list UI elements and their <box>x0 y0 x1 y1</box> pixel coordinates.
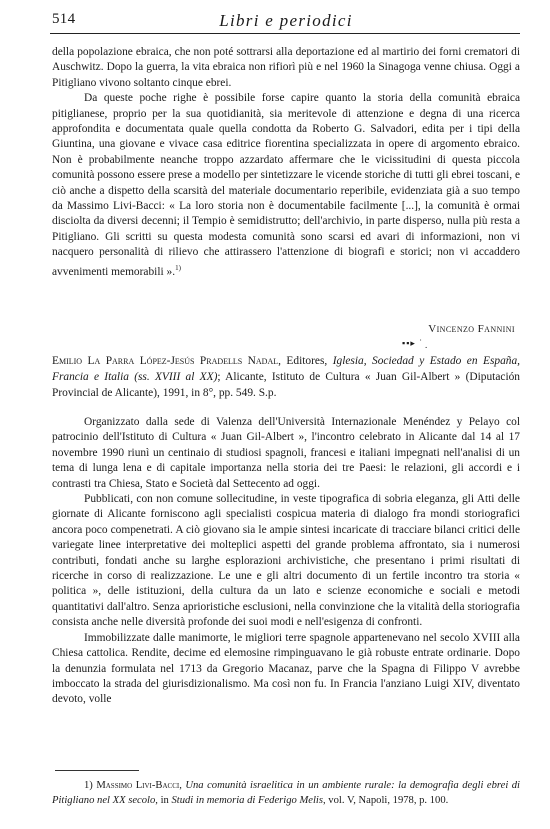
paragraph-text: Da queste poche righe è possibile forse capire quanto la storia della comunità ebraica pitiglianese, proprio per la sua quotidianità, sia meritevole di attenzione e degna di una ricerca approfondita e documentata quale quella condotta da Roberto G. Salvadori, edita per i tipi della Giuntina, una giovane e vivace casa editrice fiorentina specializzata in opere di argomento ebraico. Non è probabilmente neanche troppo azzardato affermare che le vicissitudini di questa piccola comunità possono essere prese a modello per sintetizzare le vicende storiche di tutti gli ebrei toscani, e ciò anche a dispetto della scarsità del materiale documentario reperibile, evidenziata già a suo tempo da Massimo Livi-Bacci: « La loro storia non è documentabile facilmente [...], la comunità è ormai disciolta da diversi decenni; il Tempio è semidistrutto; dell'archivio, in parte disperso, nulla più resta a Pitigliano. Gli scritti su questa modesta comunità sono scarsi ed avari di informazioni, non vi nacquero personalità di rilievo che attirassero l'attenzione di biografi e storici; non vi accaddero avvenimenti memorabili ». <box>52 92 520 278</box>
footnote-ref: 1) <box>175 263 181 272</box>
review-heading <box>52 353 520 401</box>
footnote-in: , in <box>155 795 172 806</box>
review-authors: Emilio La Parra López-Jesús Pradells Nadal <box>52 355 279 367</box>
footnote <box>52 778 520 808</box>
book-title: Iglesia, Sociedad y Estado en España, Francia e Italia (ss. XVIII al XX) <box>52 355 521 383</box>
paragraph <box>52 91 520 280</box>
footnote-title: Una comunità israelitica in un ambiente rurale: la demografia degli ebrei di Pitigliano nel XX secolo <box>52 780 521 806</box>
editors-label: , Editores, <box>278 355 333 367</box>
paragraph: Organizzato dalla sede di Valenza dell'Università Internazionale Menéndez y Pelayo col patrocinio dell'Istituto di Cultura « Juan Gil-Albert », l'incontro celebrato in Alicante dal 14 al 17 novembre 1990 riunì un centinaio di studiosi spagnoli, francesi e italiani impegnati nell'analisi di un tema di lunga lena e di capitale importanza nella storia dei tre Paesi: le relazioni, gli accordi e i contrasti tra Chiesa, Stato e Società dal Settecento ad oggi. <box>52 416 520 490</box>
review-body <box>52 415 520 708</box>
paragraph: Immobilizzate dalle manimorte, le migliori terre spagnole appartenevano nel secolo XVIII alla Chiesa cattolica. Rendite, decime ed elemosine rimpinguavano le già robuste entrate ordinarie. Dopo la denunzia formulata nel 1713 da Gregorio Macanaz, parve che la Spagna di Filippo V avrebbe imboccato la strada del giurisdizionalismo. Ma così non fu. In Francia l'anziano Luigi XIV, diventato devoto, volle <box>52 631 520 706</box>
decorative-mark: ▪▪▸ ˙ <box>402 338 424 348</box>
page-header <box>52 11 520 33</box>
header-rule <box>50 33 520 34</box>
footnote-volume: Studi in memoria di Federigo Melis <box>171 795 323 806</box>
footnote-marker: 1) <box>84 780 93 791</box>
paragraph: Pubblicati, con non comune sollecitudine, in veste tipografica di sobria eleganza, gli Atti delle giornate di Alicante forniscono agli specialisti cospicua materia di dialogo fra mondi storiografici ancora poco compenetrati. A ciò giovano sia le ampie sintesi incaricate di tracciare bilanci critici delle variegate linee interpretative dei molteplici aspetti del grande problema affrontato, sia i numerosi contributi, fondati anche su larghe esplorazioni archivistiche, che presentano i primi risultati di ricerche in corso di realizzazione. Le une e gli altri documento di un fertile incontro tra storia « politica », delle istituzioni, della cultura da un lato e scienze economiche e sociali e metodi quantitativi dall'altro. Senza aprioristiche esclusioni, nella convinzione che la vitalità della storiografia consista anche nelle diversità profonde dei suoi modi e nell'esigenza di confronti. <box>52 493 520 629</box>
footnote-author: Massimo Livi-Bacci <box>96 780 180 791</box>
previous-review-text <box>52 45 520 280</box>
footnote-text: 1) Massimo Livi-Bacci, Una comunità israelitica in un ambiente rurale: la demografia degli ebrei di Pitigliano nel XX secolo, in Studi in memoria di Federigo Melis, vol. V, Napoli, 1978, p. 100. <box>52 780 521 806</box>
running-title: Libri e periodici <box>219 11 353 30</box>
page-number: 514 <box>52 11 76 27</box>
footnote-details: , vol. V, Napoli, 1978, p. 100. <box>323 795 449 806</box>
paragraph: della popolazione ebraica, che non poté sottrarsi alla deportazione ed al martirio dei forni crematori di Auschwitz. Dopo la guerra, la vita ebraica non rifiorì più e nel 1960 la Sinagoga venne chiusa. Oggi a Pitigliano vivono soltanto cinque ebrei. <box>52 46 520 89</box>
publication-info: ; Alicante, Istituto de Cultura « Juan Gil-Albert » (Diputación Provincial de Alicante), 1991, in 8°, pp. 549. S.p. <box>52 371 520 399</box>
reviewer-signature: Vincenzo Fannini <box>428 323 515 335</box>
footnote-rule <box>55 770 139 771</box>
signature-mark: . <box>425 340 429 350</box>
